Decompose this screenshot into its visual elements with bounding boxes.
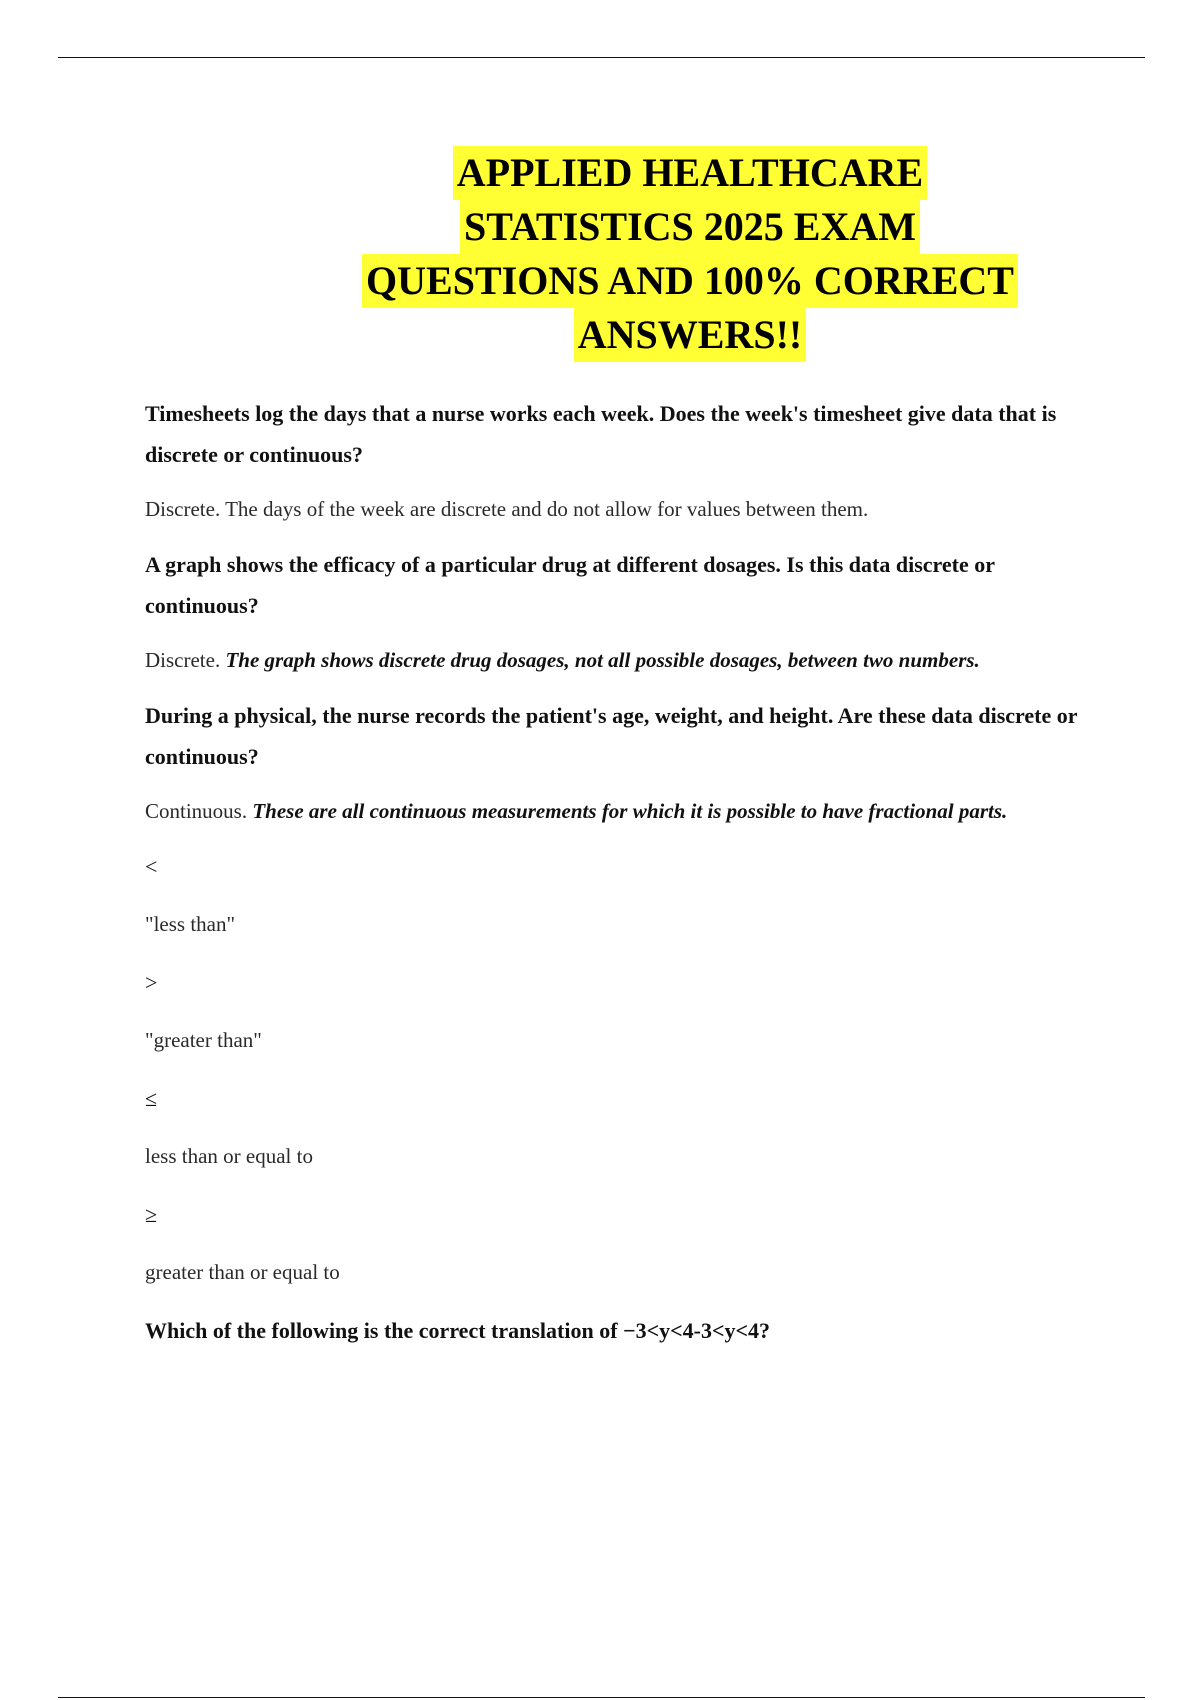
answer-text (145, 489, 1085, 530)
title-line-2: STATISTICS 2025 EXAM (460, 200, 920, 254)
answer-lead: Discrete. The days of the week are discrete and do not allow for values between them. (145, 497, 869, 521)
bottom-rule (58, 1697, 1145, 1698)
symbol-definition: "greater than" (145, 1028, 262, 1052)
symbol-definition: "less than" (145, 912, 236, 936)
symbol-definition: less than or equal to (145, 1144, 313, 1168)
answer-lead: Discrete. (145, 648, 226, 672)
qa-item-1 (145, 393, 1085, 530)
top-rule (58, 57, 1145, 58)
answer-text (145, 791, 1085, 832)
answer-text (145, 640, 1085, 681)
answer-explanation: These are all continuous measurements for which it is possible to have fractional parts. (252, 799, 1008, 823)
qa-item-2 (145, 544, 1085, 681)
question-text: Timesheets log the days that a nurse works each week. Does the week's timesheet give data that is discrete or continuous? (145, 401, 1057, 467)
title-line-1: APPLIED HEALTHCARE (453, 146, 927, 200)
qa-item-4 (145, 1310, 1085, 1351)
symbol-term: < (145, 854, 158, 879)
symbol-term: ≤ (145, 1086, 158, 1111)
symbol-term: > (145, 970, 158, 995)
symbol-item-less-than (145, 846, 1085, 945)
question-text: During a physical, the nurse records the patient's age, weight, and height. Are these data discrete or continuous? (145, 703, 1078, 769)
question-text: A graph shows the efficacy of a particular drug at different dosages. Is this data discrete or continuous? (145, 552, 995, 618)
title-line-3: QUESTIONS AND 100% CORRECT (362, 254, 1018, 308)
symbol-item-less-equal (145, 1078, 1085, 1177)
symbol-term: ≥ (145, 1202, 158, 1227)
document-title (260, 146, 1120, 362)
qa-item-3 (145, 695, 1085, 832)
symbol-item-greater-equal (145, 1194, 1085, 1293)
symbol-definition: greater than or equal to (145, 1260, 340, 1284)
answer-lead: Continuous. (145, 799, 253, 823)
symbol-item-greater-than (145, 962, 1085, 1061)
document-body (145, 393, 1085, 1365)
answer-explanation: The graph shows discrete drug dosages, not all possible dosages, between two numbers. (225, 648, 980, 672)
question-text: Which of the following is the correct translation of −3<y<4-3<y<4? (145, 1318, 771, 1343)
title-line-4: ANSWERS!! (574, 308, 806, 362)
